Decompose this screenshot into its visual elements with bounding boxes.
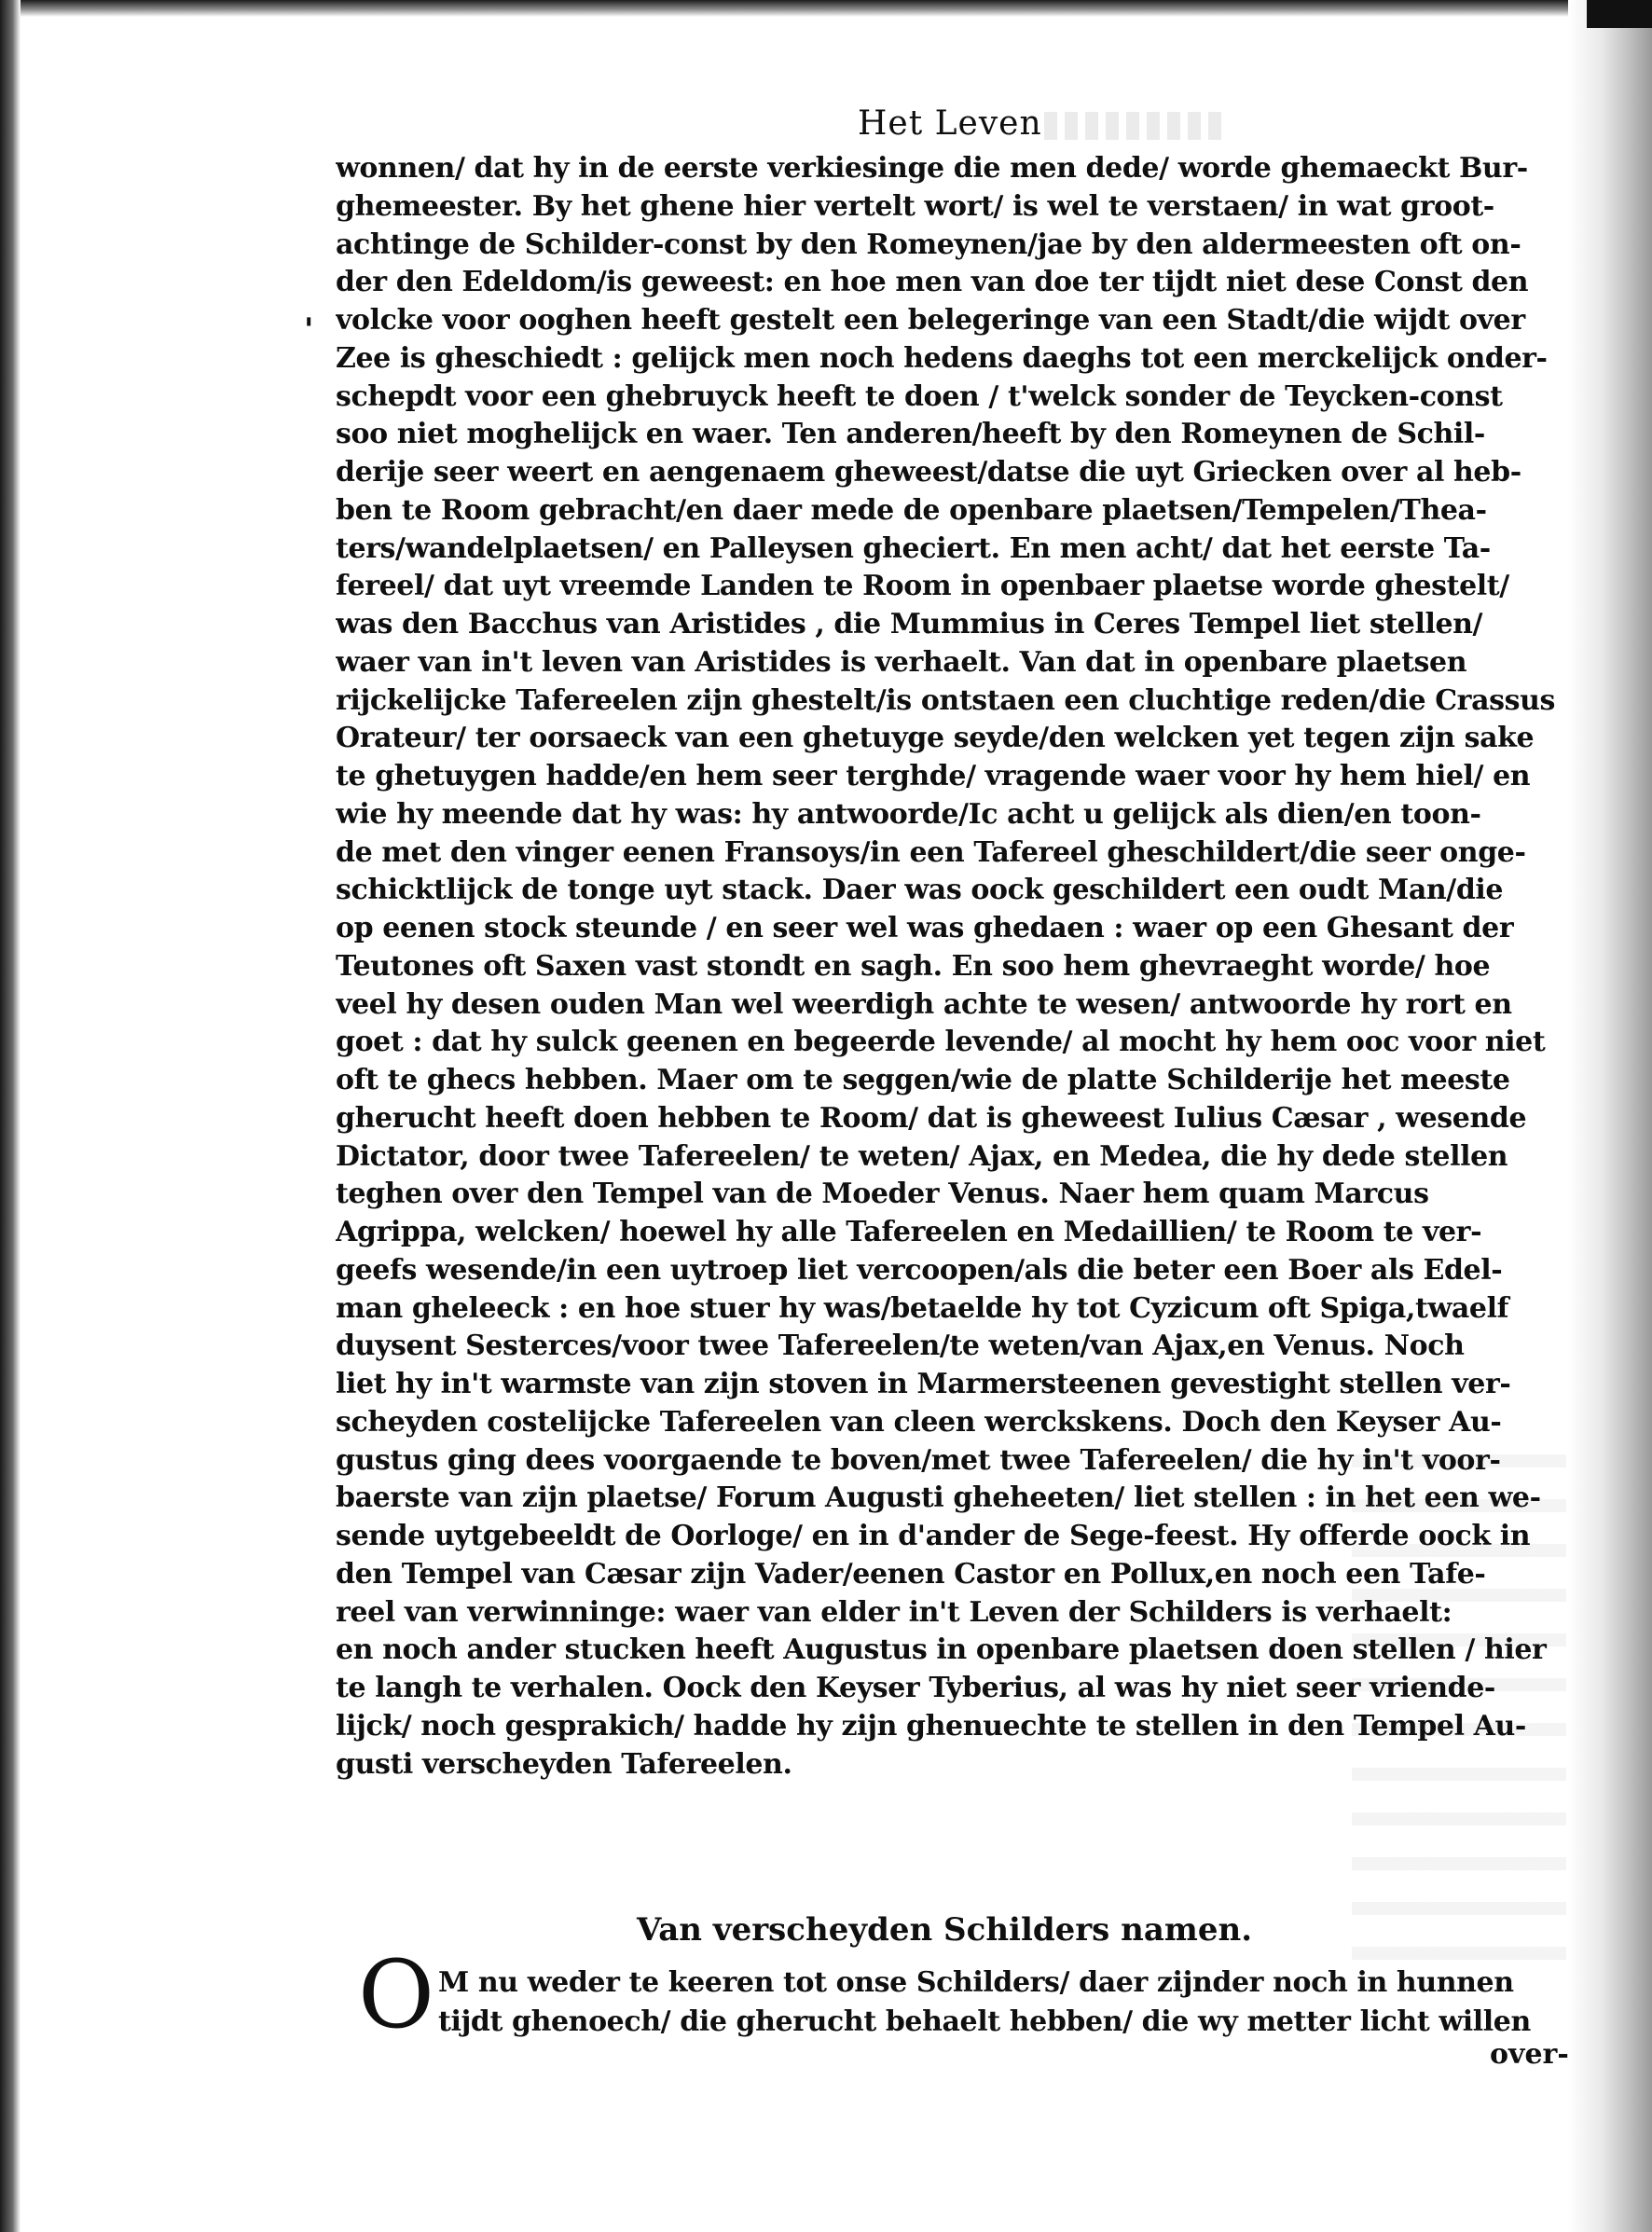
text-line: reel van verwinninge: waer van elder in't Leven der Schilders is verhaelt:	[336, 1595, 1452, 1629]
text-line: de met den vinger eenen Fransoys/in een Tafereel gheschildert/die seer onge-	[336, 835, 1526, 869]
running-title: Het Leven	[858, 104, 1042, 143]
text-line: oft te ghecs hebben. Maer om te seggen/wie de platte Schilderije het meeste	[336, 1064, 1510, 1096]
text-line: en noch ander stucken heeft Augustus in openbare plaetsen doen stellen / hier	[336, 1633, 1547, 1667]
text-line: Orateur/ ter oorsaeck van een ghetuyge seyde/den welcken yet tegen zijn sake	[336, 722, 1535, 755]
margin-mark: '	[304, 311, 314, 349]
text-line: M nu weder te keeren tot onse Schilders/ daer zijnder noch in hunnen	[438, 1966, 1514, 1999]
text-line: schicktlijck de tonge uyt stack. Daer was oock geschildert een oudt Man/die	[336, 874, 1504, 907]
scan-corner-shadow	[1587, 0, 1652, 28]
text-line: op eenen stock steunde / en seer wel was ghedaen : waer op een Ghesant der	[336, 912, 1514, 944]
text-line: wie hy meende dat hy was: hy antwoorde/Ic acht u gelijck als dien/en toon-	[336, 797, 1481, 831]
text-line: teghen over den Tempel van de Moeder Venus. Naer hem quam Marcus	[336, 1178, 1429, 1211]
scan-top-edge	[0, 0, 1652, 17]
text-line: gherucht heeft doen hebben te Room/ dat is gheweest Iulius Cæsar , wesende	[336, 1101, 1527, 1135]
scan-right-edge	[1568, 0, 1652, 2232]
text-line: Teutones oft Saxen vast stondt en sagh. En soo hem ghevraeght worde/ hoe	[336, 949, 1491, 983]
text-line: sende uytgebeeldt de Oorloge/ en in d'ander de Sege-feest. Hy offerde oock in	[336, 1520, 1531, 1552]
text-line: soo niet moghelijck en waer. Ten anderen/heeft by den Romeynen de Schil-	[336, 418, 1485, 451]
text-line: der den Edeldom/is geweest: en hoe men van doe ter tijdt niet dese Const den	[336, 266, 1529, 299]
text-line: den Tempel van Cæsar zijn Vader/eenen Castor en Pollux,en noch een Tafe-	[336, 1557, 1486, 1591]
catchword: over-	[1490, 2038, 1569, 2071]
text-line: Dictator, door twee Tafereelen/ te weten/ Ajax, en Medea, die hy dede stellen	[336, 1139, 1508, 1173]
text-line: ghemeester. By het ghene hier vertelt wort/ is wel te verstaen/ in wat groot-	[336, 189, 1494, 223]
text-line: geefs wesende/in een uytroep liet vercoopen/als die beter een Boer als Edel-	[336, 1253, 1503, 1287]
show-through-header	[1044, 112, 1221, 140]
text-line: te langh te verhalen. Oock den Keyser Tyberius, al was hy niet seer vriende-	[336, 1672, 1495, 1704]
text-line: liet hy in't warmste van zijn stoven in Marmersteenen gevestight stellen ver-	[336, 1368, 1511, 1400]
body-text	[336, 150, 1576, 1784]
text-line: tijdt ghenoech/ die gherucht behaelt hebben/ die wy metter licht willen	[438, 2005, 1531, 2038]
drop-cap: O	[358, 1940, 434, 2049]
text-line: man gheleeck : en hoe stuer hy was/betaelde hy tot Cyzicum oft Spiga,twaelf	[336, 1291, 1509, 1325]
scan-left-edge	[0, 0, 21, 2232]
section-heading: Van verscheyden Schilders namen.	[637, 1911, 1253, 1949]
text-line: gusti verscheyden Tafereelen.	[336, 1747, 792, 1781]
text-line: Zee is gheschiedt : gelijck men noch hedens daeghs tot een merckelijck onder-	[336, 341, 1548, 375]
text-line: goet : dat hy sulck geenen en begeerde levende/ al mocht hy hem ooc voor niet	[336, 1026, 1546, 1059]
text-line: waer van in't leven van Aristides is verhaelt. Van dat in openbare plaetsen	[336, 645, 1467, 679]
text-line: wonnen/ dat hy in de eerste verkiesinge die men dede/ worde ghemaeckt Bur-	[336, 152, 1528, 185]
text-line: veel hy desen ouden Man wel weerdigh achte te wesen/ antwoorde hy rort en	[336, 987, 1512, 1021]
text-line: Agrippa, welcken/ hoewel hy alle Tafereelen en Medaillien/ te Room te ver-	[336, 1216, 1482, 1248]
text-line: baerste van zijn plaetse/ Forum Augusti gheheeten/ liet stellen : in het een we-	[336, 1481, 1541, 1515]
text-line: rijckelijcke Tafereelen zijn ghestelt/is ontstaen een cluchtige reden/die Crassus	[336, 683, 1556, 717]
text-line: gustus ging dees voorgaende te boven/met twee Tafereelen/ die hy in't voor-	[336, 1443, 1501, 1477]
text-line: ben te Room gebracht/en daer mede de openbare plaetsen/Tempelen/Thea-	[336, 493, 1487, 527]
text-line: ters/wandelplaetsen/ en Palleysen gheciert. En men acht/ dat het eerste Ta-	[336, 531, 1491, 565]
text-line: te ghetuygen hadde/en hem seer terghde/ vragende waer voor hy hem hiel/ en	[336, 760, 1531, 792]
text-line: achtinge de Schilder-const by den Romeynen/jae by den aldermeesten oft on-	[336, 227, 1521, 261]
text-line: duysent Sesterces/voor twee Tafereelen/te weten/van Ajax,en Venus. Noch	[336, 1330, 1465, 1363]
section-intro-text	[438, 1963, 1585, 2042]
text-line: lijck/ noch gesprakich/ hadde hy zijn ghenuechte te stellen in den Tempel Au-	[336, 1709, 1526, 1743]
text-line: schepdt voor een ghebruyck heeft te doen / t'welck sonder de Teycken-const	[336, 379, 1503, 413]
text-line: volcke voor ooghen heeft gestelt een belegeringe van een Stadt/die wijdt over	[336, 304, 1525, 337]
text-line: scheyden costelijcke Tafereelen van cleen werckskens. Doch den Keyser Au-	[336, 1405, 1502, 1439]
text-line: derije seer weert en aengenaem gheweest/datse die uyt Griecken over al heb-	[336, 456, 1521, 489]
text-line: fereel/ dat uyt vreemde Landen te Room in openbaer plaetse worde ghestelt/	[336, 570, 1509, 603]
text-line: was den Bacchus van Aristides , die Mummius in Ceres Tempel liet stellen/	[336, 608, 1483, 641]
